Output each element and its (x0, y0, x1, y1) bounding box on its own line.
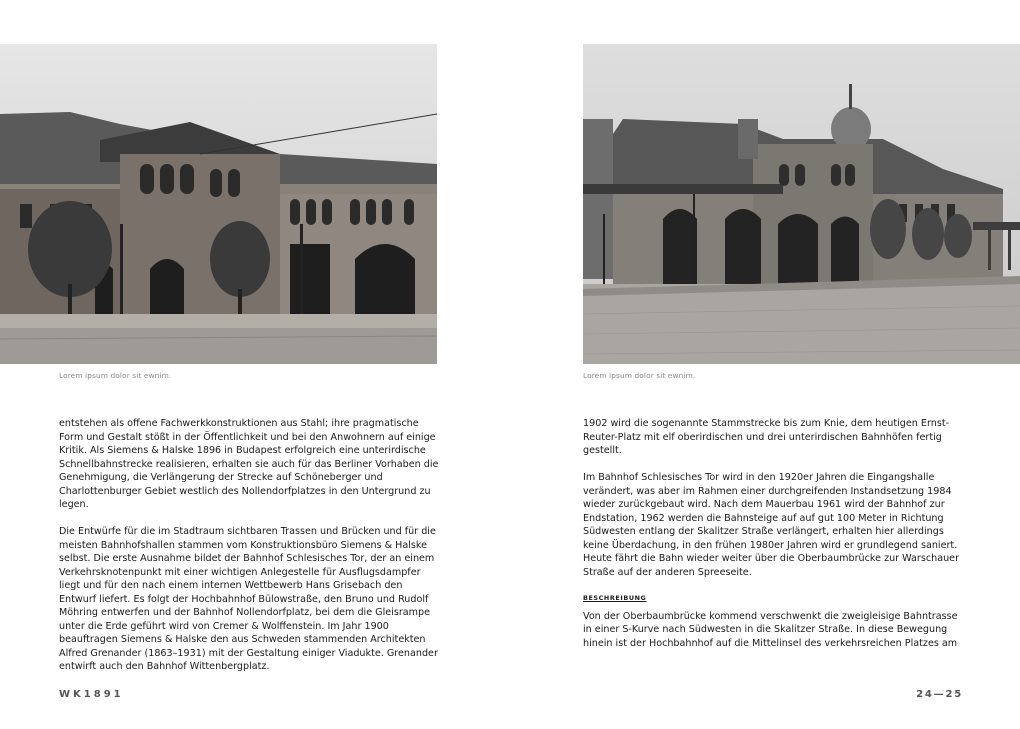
running-footer: WK1891 (59, 689, 124, 700)
page-numbers: 24—25 (916, 689, 963, 700)
left-text-column (59, 417, 441, 674)
right-photo (583, 44, 1020, 364)
paragraph: 1902 wird die sogenannte Stammstrecke bis zum Knie, dem heutigen Ernst-Reuter-Platz mit elf oberirdischen und drei unterirdischen Bahnhöfen fertig gestellt. (583, 418, 950, 456)
paragraph: Von der Oberbaumbrücke kommend verschwenkt die zweigleisige Bahntrasse in einer S-Kurve nach Südwesten in die Skalitzer Straße. In diese Bewegung hinein ist der Hochbahnhof auf die Mittelinsel des verkehrsreichen Platzes am (583, 610, 958, 649)
section-heading: BESCHREIBUNG (583, 593, 647, 602)
photo-caption: Lorem ipsum dolor sit ewnim. (59, 371, 172, 380)
station-building-photo-icon (583, 44, 1020, 364)
paragraph: Im Bahnhof Schlesisches Tor wird in den 1920er Jahren die Eingangshalle verändert, was aber im Rahmen einer durchgreifenden Instandsetzung 1984 wieder zurückgebaut wird. Nach dem Mauerbau 1961 wird der Bahnhof zur Endstation, 1962 werden die Bahnsteige auf auf gut 100 Meter in Richtung Südwesten entlang der Skalitzer Straße verlängert, erhalten hier allerdings keine Überdachung, in den frühen 1980er Jahren wird er grundlegend saniert. Heute fährt die Bahn wieder weiter über die Oberbaumbrücke zur Warschauer Straße auf der anderen Spreeseite. (583, 472, 960, 578)
photo-caption: Lorem ipsum dolor sit ewnim. (583, 371, 696, 380)
left-photo (0, 44, 437, 364)
paragraph: entstehen als offene Fachwerkkonstruktionen aus Stahl; ihre pragmatische Form und Gestalt stößt in der Öffentlichkeit und bei den Anwohnern auf einige Kritik. Als Siemens & Halske 1896 in Budapest erfolgreich eine unterirdische Schnellbahnstrecke realisieren, erhalten sie auch für das Berliner Vorhaben die Genehmigung, die Verlängerung der Strecke auf Schöneberger und Charlottenburger Gebiet westlich des Nollendorfplatzes in den Untergrund zu legen. (59, 418, 439, 510)
paragraph: Die Entwürfe für die im Stadtraum sichtbaren Trassen und Brücken und für die meisten Bahnhofshallen stammen vom Konstruktionsbüro Siemens & Halske selbst. Die erste Ausnahme bildet der Bahnhof Schlesisches Tor, der an einem Verkehrsknotenpunkt mit einer wichtigen Anlegestelle für Ausflugsdampfer liegt und für den nach einem internen Wettbewerb Hans Grisebach den Entwurf liefert. Es folgt der Hochbahnhof Bülowstraße, den Bruno und Rudolf Möhring entwerfen und der Bahnhof Nollendorfplatz, bei dem die Gleisrampe unter die Erde geführt wird von Cremer & Wolffenstein. Im Jahr 1900 beauftragen Siemens & Halske den aus Schweden stammenden Architekten Alfred Grenander (1863–1931) mit der Gestaltung einiger Viadukte. Grenander entwirft auch den Bahnhof Wittenbergplatz. (59, 526, 438, 672)
right-text-column (583, 417, 968, 650)
station-building-photo-icon (0, 44, 437, 364)
